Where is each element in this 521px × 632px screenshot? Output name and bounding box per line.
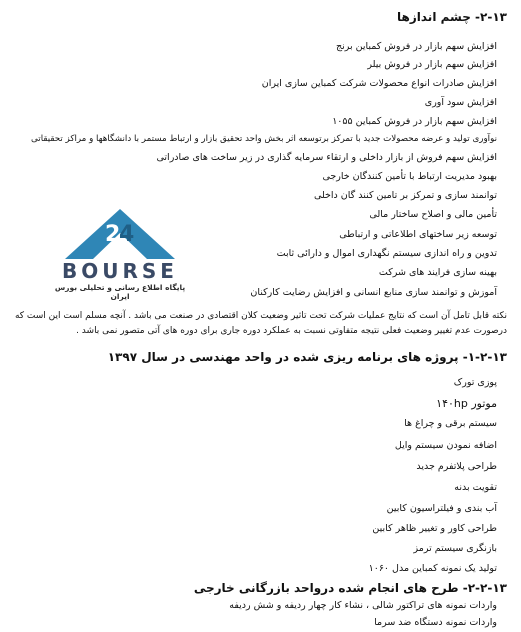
section-title-projects: ۱-۲-۱۳- پروژه های برنامه ریزی شده در واحد مهندسی در سال ۱۳۹۷ <box>107 350 507 364</box>
logo-wordmark: BOURSE <box>62 259 178 283</box>
list-item: اضافه نمودن سیستم وایل <box>394 440 497 451</box>
list-item: بهبود مدیریت ارتباط با تأمین کنندگان خارجی <box>322 171 497 182</box>
list-item: بازنگری سیستم ترمز <box>413 543 497 554</box>
list-item: توانمند سازی و تمرکز بر تامین کنند گان داخلی <box>313 190 497 201</box>
list-item: افزایش سهم بازار در فروش کمباین ۱۰۵۵ <box>332 116 497 127</box>
list-item: پوزی تورک <box>453 377 497 388</box>
svg-text:4: 4 <box>119 222 135 247</box>
list-item: آموزش و توانمند سازی منابع انسانی و افزایش رضایت کارکنان <box>250 287 497 298</box>
list-item: آب بندی و فیلتراسیون کابین <box>386 503 497 514</box>
list-item: سیستم برقی و چراغ ها <box>404 418 497 429</box>
note-paragraph: نکته قابل تامل آن است که نتایج عملیات شرکت تحت تاثیر وضعیت کلان اقتصادی در صنعت می باشد . آنچه مسلم است این است که درصورت عدم تغییر وضعیت فعلی نتیجه متفاوتی نسبت به عملکرد دوره جاری برای دوره های آتی متصور نمی باشد . <box>14 311 507 336</box>
section-title-foreign-trade: ۲-۲-۱۳- طرح های انجام شده درواحد بازرگانی خارجی <box>193 581 507 595</box>
list-item: تقویت بدنه <box>454 482 497 493</box>
section-title-goals: ۲-۱۳- چشم اندازها <box>397 10 507 24</box>
list-item: تولید یک نمونه کمباین مدل ۱۰۶۰ <box>368 563 497 574</box>
list-item: افزایش سهم بازار در فروش کمباین برنج <box>335 41 497 52</box>
list-item: بهینه سازی فرایند های شرکت <box>378 267 497 278</box>
list-item: تدوین و راه اندازی سیستم نگهداری اموال و دارائی ثابت <box>276 248 497 259</box>
list-item: توسعه زیر ساختهای اطلاعاتی و ارتباطی <box>339 229 497 240</box>
list-item: افزایش سود آوری <box>424 97 497 108</box>
list-item: افزایش صادرات انواع محصولات شرکت کمباین سازی ایران <box>261 78 497 89</box>
list-item: طراحی کاور و تغییر ظاهر کابین <box>372 523 497 534</box>
list-item: واردات نمونه دستگاه ضد سرما <box>374 617 497 628</box>
list-item: نوآوری تولید و عرضه محصولات جدید با تمرکز برتوسعه اثر بخش واحد تحقیق بازار و ارتباط مستمر با دانشگاهها و مراکز تحقیقاتی <box>31 134 497 144</box>
svg-text:2: 2 <box>105 222 121 247</box>
list-item: واردات نمونه های تراکتور شالی ، نشاء کار چهار ردیفه و شش ردیفه <box>229 600 497 611</box>
bourse-logo <box>45 207 195 301</box>
list-item: افزایش سهم فروش از بازار داخلی و ارتقاء سرمایه گذاری در زیر ساخت های صادراتی <box>156 152 497 163</box>
list-item: تأمین مالی و اصلاح ساختار مالی <box>369 209 497 220</box>
list-item: افزایش سهم بازار در فروش بیلر <box>367 59 497 70</box>
logo-subtitle: پایگاه اطلاع رسانی و تحلیلی بورس ایران <box>54 283 186 301</box>
bourse-logo-mark-icon <box>45 207 195 263</box>
list-item: طراحی پلاتفرم جدید <box>416 461 497 472</box>
list-item: موتور ۱۴۰hp <box>436 397 497 410</box>
